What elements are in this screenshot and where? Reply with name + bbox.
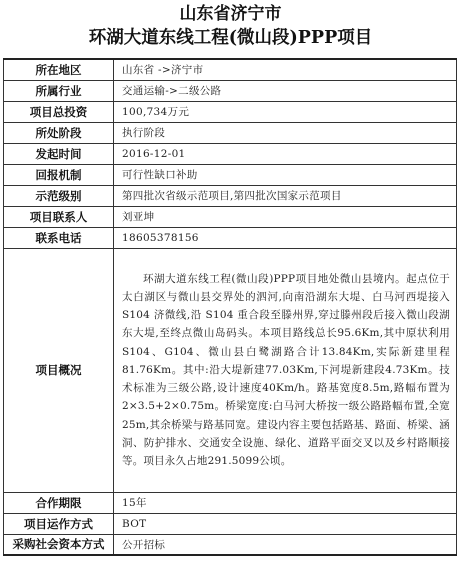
row-value-region: 山东省 ->济宁市 [114, 59, 457, 80]
row-label-stage: 所处阶段 [4, 122, 114, 143]
table-row-overview [4, 248, 457, 492]
row-value-industry: 交通运输->二级公路 [114, 80, 457, 101]
row-value-cooperation-period: 15年 [114, 492, 457, 513]
table-row [4, 80, 457, 101]
row-label-return-mechanism: 回报机制 [4, 164, 114, 185]
table-row [4, 227, 457, 248]
document-title [0, 3, 461, 49]
table-row [4, 492, 457, 513]
row-value-stage: 执行阶段 [114, 122, 457, 143]
project-info-table [3, 58, 457, 556]
row-value-procurement-method: 公开招标 [114, 534, 457, 555]
row-value-total-investment: 100,734万元 [114, 101, 457, 122]
row-label-cooperation-period: 合作期限 [4, 492, 114, 513]
table-row [4, 122, 457, 143]
row-label-total-investment: 项目总投资 [4, 101, 114, 122]
table-row [4, 164, 457, 185]
table-row [4, 206, 457, 227]
row-value-overview [114, 248, 457, 492]
row-value-operation-mode: BOT [114, 513, 457, 534]
title-line-1: 山东省济宁市 [179, 4, 282, 24]
row-value-contact-person: 刘亚坤 [114, 206, 457, 227]
table-row [4, 185, 457, 206]
row-value-start-date: 2016-12-01 [114, 143, 457, 164]
table-row [4, 513, 457, 534]
row-label-procurement-method: 采购社会资本方式 [4, 534, 114, 555]
row-value-contact-phone: 18605378156 [114, 227, 457, 248]
overview-text: 环湖大道东线工程(微山段)PPP项目地处微山县境内。起点位于太白湖区与微山县交界处的泗河,向南沿湖东大堤、白马河西堤接入S104 济微线,沿 S104 重合段至滕州界,穿过滕州段后接入微山段湖东大堤,至终点微山岛码头。本项目路线总长95.6Km,其中原状利用 S104、G104、微山县白鹭湖路合计13.84Km,实际新建里程81.76Km。其中:沿大堤新建77.03Km,下河堤新建段4.73Km。技术标准为三级公路,设计速度40Km/h。路基宽度8.5m,路幅布置为2×3.5+2×0.75m。桥梁宽度:白马河大桥按一级公路路幅布置,全宽25m,其余桥梁与路基同宽。建设内容主要包括路基、路面、桥梁、涵洞、防护排水、交通安全设施、绿化、道路平面交叉以及乡村路顺接等。项目永久占地291.5099公顷。 [122, 272, 450, 467]
row-value-demo-level: 第四批次省级示范项目,第四批次国家示范项目 [114, 185, 457, 206]
row-label-region: 所在地区 [4, 59, 114, 80]
table-row [4, 534, 457, 555]
row-label-operation-mode: 项目运作方式 [4, 513, 114, 534]
row-label-start-date: 发起时间 [4, 143, 114, 164]
row-label-industry: 所属行业 [4, 80, 114, 101]
title-line-2: 环湖大道东线工程(微山段)PPP项目 [88, 28, 373, 48]
row-label-contact-person: 项目联系人 [4, 206, 114, 227]
table-row [4, 101, 457, 122]
row-label-demo-level: 示范级别 [4, 185, 114, 206]
table-row [4, 59, 457, 80]
row-value-return-mechanism: 可行性缺口补助 [114, 164, 457, 185]
table-row [4, 143, 457, 164]
row-label-contact-phone: 联系电话 [4, 227, 114, 248]
row-label-overview: 项目概况 [4, 248, 114, 492]
